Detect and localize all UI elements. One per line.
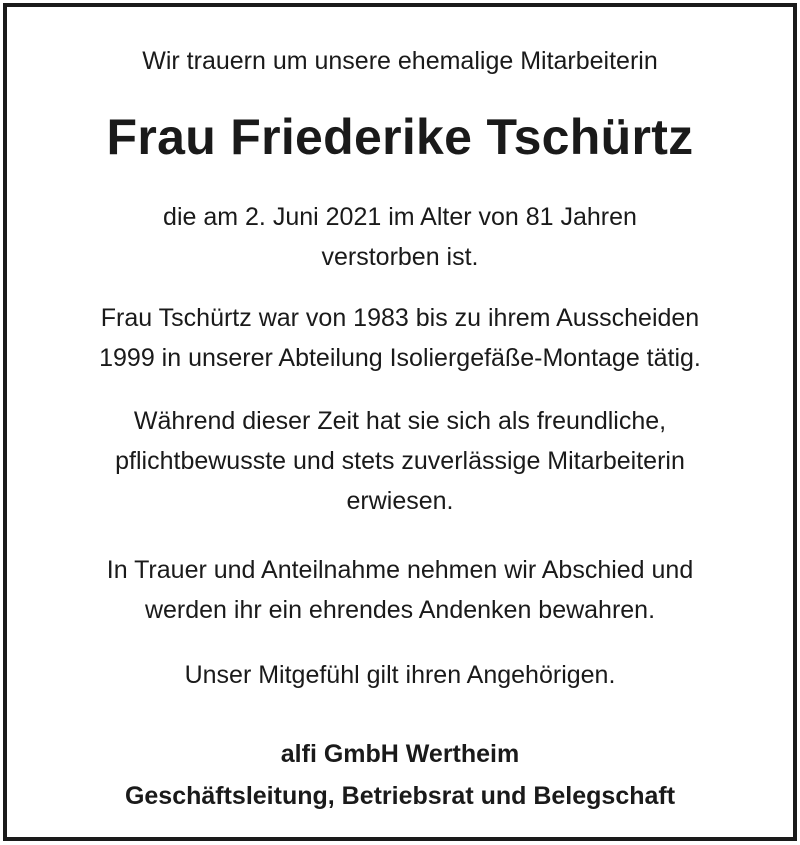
intro-line: Wir trauern um unsere ehemalige Mitarbeiterin xyxy=(142,47,658,75)
text-line: Unser Mitgefühl gilt ihren Angehörigen. xyxy=(184,661,616,689)
text-line: verstorben ist. xyxy=(321,243,479,271)
paragraph-condolence xyxy=(7,655,793,695)
paragraph-death-date xyxy=(7,197,793,277)
text-line: 1999 in unserer Abteilung Isoliergefäße-Montage tätig. xyxy=(99,344,701,372)
paragraph-character xyxy=(7,401,793,521)
text-line: werden ihr ein ehrendes Andenken bewahren. xyxy=(144,596,656,624)
paragraph-employment xyxy=(7,298,793,378)
text-line: Während dieser Zeit hat sie sich als freundliche, xyxy=(133,407,667,435)
text-line: erwiesen. xyxy=(346,487,454,515)
paragraph-farewell xyxy=(7,550,793,630)
text-line: Frau Tschürtz war von 1983 bis zu ihrem Ausscheiden xyxy=(100,304,700,332)
obituary-notice xyxy=(3,3,797,841)
text-line: die am 2. Juni 2021 im Alter von 81 Jahren xyxy=(163,203,637,231)
text-line: In Trauer und Anteilnahme nehmen wir Abschied und xyxy=(106,556,694,584)
signature-signatories: Geschäftsleitung, Betriebsrat und Belegschaft xyxy=(124,782,676,810)
signature-company: alfi GmbH Wertheim xyxy=(280,740,520,768)
deceased-name: Frau Friederike Tschürtz xyxy=(106,109,694,165)
text-line: pflichtbewusste und stets zuverlässige Mitarbeiterin xyxy=(115,447,685,475)
